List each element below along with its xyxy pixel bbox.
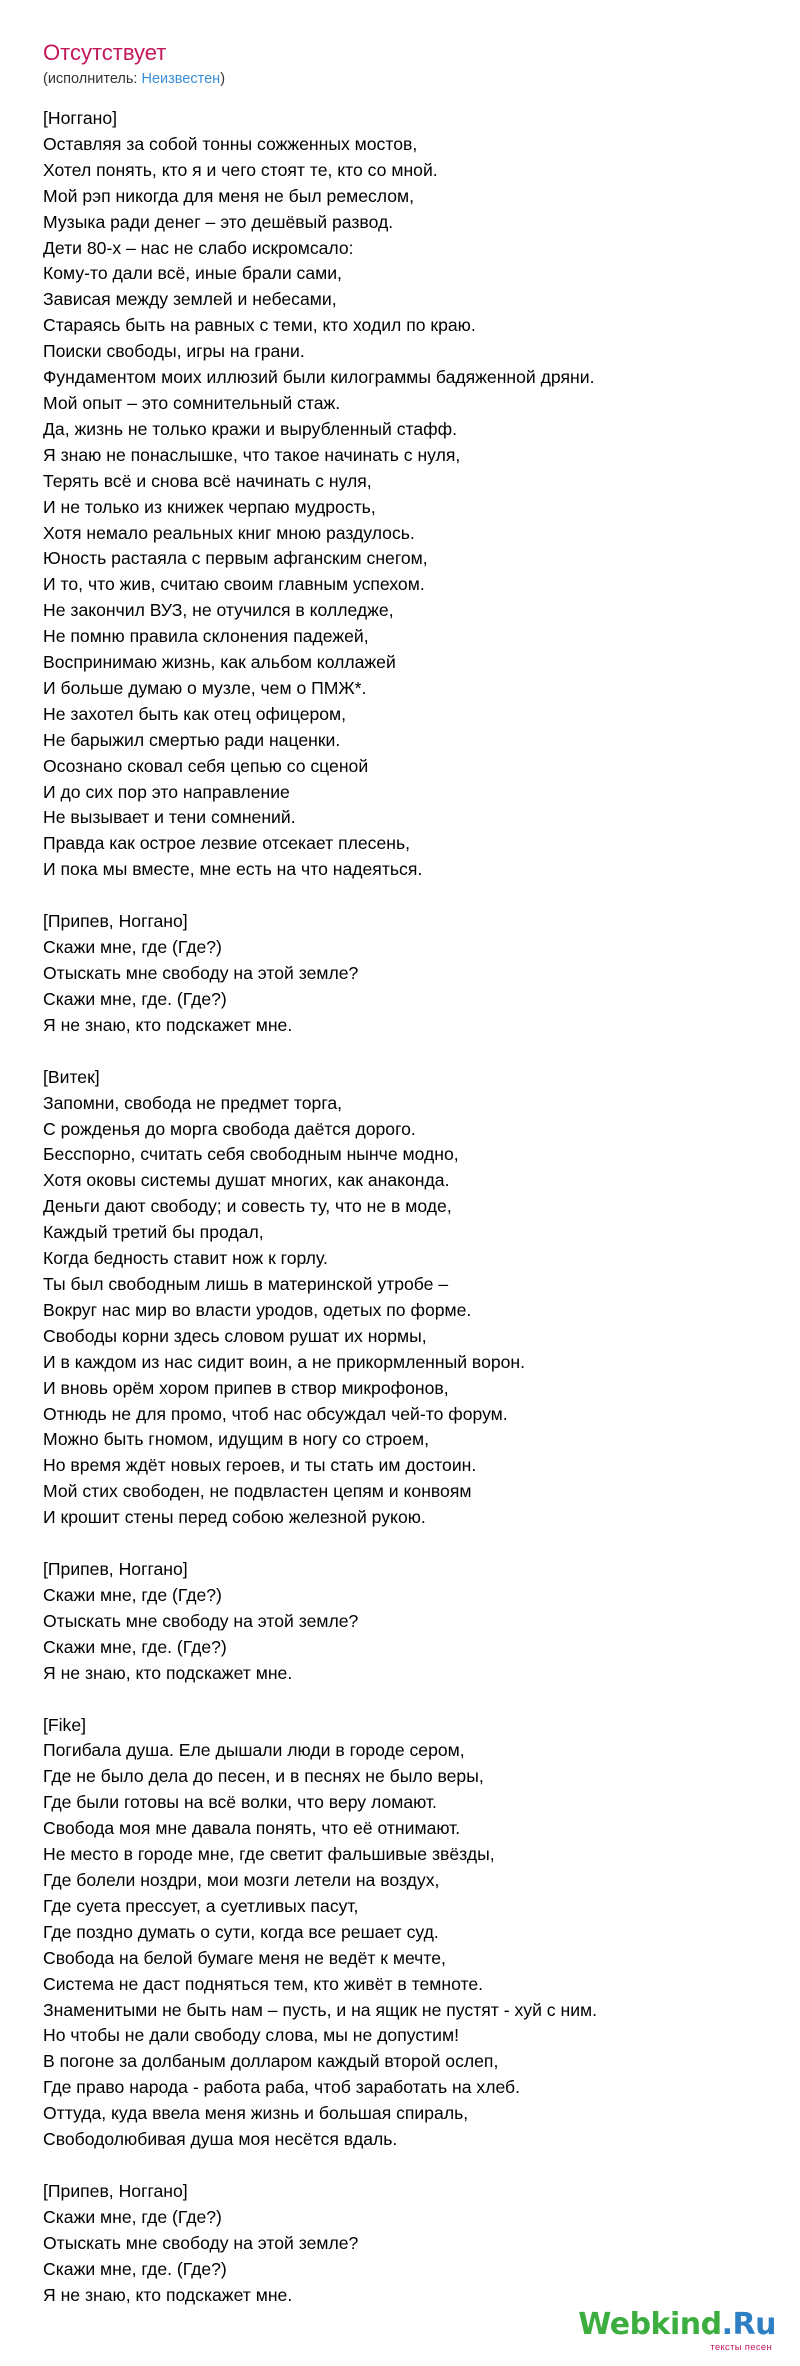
verse-header: [Fike] [43,1714,87,1735]
lyric-line: И до сих пор это направление [43,781,290,802]
lyric-line: Я не знаю, кто подскажет мне. [43,1014,293,1035]
lyric-line: Не помню правила склонения падежей, [43,626,369,647]
lyric-line: Да, жизнь не только кражи и вырубленный стафф. [43,418,458,439]
lyric-line: Можно быть гномом, идущим в ногу со строем, [43,1429,429,1450]
lyric-line: Где право народа - работа раба, чтоб заработать на хлеб. [43,2077,521,2098]
lyric-line: Не закончил ВУЗ, не отучился в колледже, [43,600,394,621]
lyric-line: Ты был свободным лишь в материнской утробе – [43,1273,449,1294]
lyric-line: И то, что жив, считаю своим главным успехом. [43,574,425,595]
lyric-line: Оставляя за собой тонны сожженных мостов, [43,133,418,154]
verse-header: [Припев, Ноггано] [43,911,188,932]
lyric-line: Отыскать мне свободу на этой земле? [43,963,359,983]
lyric-line: Система не даст подняться тем, кто живёт в темноте. [43,1973,484,1994]
lyric-line: Терять всё и снова всё начинать с нуля, [43,470,372,491]
artist-link[interactable]: Неизвестен [141,71,221,87]
watermark-logo [578,2308,776,2342]
verse [43,1713,763,2153]
watermark-brand: Webkind [578,2307,722,2342]
lyric-line: Когда бедность ставит нож к горлу. [43,1248,328,1269]
lyric-line: И пока мы вместе, мне есть на что надеяться. [43,859,423,880]
lyric-line: Где были готовы на всё волки, что веру ломают. [43,1792,437,1813]
verse-header: [Припев, Ноггано] [43,1559,188,1580]
lyric-line: Стараясь быть на равных с теми, кто ходил по краю. [43,315,476,336]
watermark-tagline: тексты песен [710,2342,772,2353]
watermark-domain: .Ru [721,2307,776,2342]
lyrics-text [43,106,763,2309]
lyric-line: Зависая между землей и небесами, [43,289,337,310]
lyric-line: Но чтобы не дали свободу слова, мы не допустим! [43,2025,459,2046]
lyric-line: Не место в городе мне, где светит фальшивые звёзды, [43,1844,495,1865]
lyric-line: Скажи мне, где. (Где?) [43,988,227,1009]
lyric-line: Отыскать мне свободу на этой земле? [43,2232,359,2253]
verse [43,1065,763,1531]
lyric-line: Отыскать мне свободу на этой земле? [43,1610,359,1631]
lyric-line: Скажи мне, где. (Где?) [43,2258,227,2279]
verse [43,909,763,1039]
lyric-line: Скажи мне, где (Где?) [43,937,222,958]
lyric-line: Скажи мне, где. (Где?) [43,1636,227,1657]
verse-header: [Витек] [43,1066,100,1087]
lyric-line: И в каждом из нас сидит воин, а не прикормленный ворон. [43,1351,526,1372]
lyric-line: Мой рэп никогда для меня не был ремеслом, [43,185,415,206]
lyric-line: Каждый третий бы продал, [43,1222,264,1243]
lyric-line: Я знаю не понаслышке, что такое начинать с нуля, [43,444,461,465]
lyric-line: Юность растаяла с первым афганским снегом, [43,548,428,569]
lyric-line: Воспринимаю жизнь, как альбом коллажей [43,652,396,673]
lyric-line: Где поздно думать о сути, когда все решает суд. [43,1921,439,1942]
lyric-line: Я не знаю, кто подскажет мне. [43,1662,293,1683]
lyric-line: С рожденья до морга свобода даётся дорого. [43,1118,416,1139]
song-title: Отсутствует [43,40,167,65]
lyric-line: И больше думаю о музле, чем о ПМЖ*. [43,677,367,698]
lyric-line: Осознано сковал себя цепью со сценой [43,755,369,776]
lyric-line: Оттуда, куда ввела меня жизнь и большая спираль, [43,2103,469,2124]
lyric-line: Но время ждёт новых героев, и ты стать им достоин. [43,1455,477,1476]
lyric-line: Дети 80-х – нас не слабо искромсало: [43,237,354,258]
lyric-line: Кому-то дали всё, иные брали сами, [43,263,342,284]
artist-line [43,70,763,88]
lyric-line: Не вызывает и тени сомнений. [43,807,296,828]
lyric-line: Свобода моя мне давала понять, что её отнимают. [43,1818,461,1839]
lyric-line: Скажи мне, где (Где?) [43,2206,222,2227]
verse-header: [Ноггано] [43,108,118,128]
artist-suffix: ) [220,71,226,87]
verse [43,106,763,883]
verse [43,1557,763,1687]
lyric-line: Деньги дают свободу; и совесть ту, что не в моде, [43,1196,452,1217]
lyric-line: Свобода на белой бумаге меня не ведёт к мечте, [43,1947,446,1968]
lyric-line: Хотя оковы системы душат многих, как анаконда. [43,1170,450,1191]
lyric-line: Хотел понять, кто я и чего стоят те, кто со мной. [43,159,438,180]
lyric-line: Знаменитыми не быть нам – пусть, и на ящик не пустят - хуй с ним. [43,1999,598,2020]
lyric-line: Скажи мне, где (Где?) [43,1584,222,1605]
lyric-line: Свободы корни здесь словом рушат их нормы, [43,1325,427,1346]
lyric-line: Запомни, свобода не предмет торга, [43,1092,343,1113]
lyric-line: Я не знаю, кто подскажет мне. [43,2284,293,2305]
lyric-line: Вокруг нас мир во власти уродов, одетых по форме. [43,1299,472,1320]
verse-header: [Припев, Ноггано] [43,2180,188,2201]
lyric-line: Не захотел быть как отец офицером, [43,703,347,724]
lyric-line: Хотя немало реальных книг мною раздулось. [43,522,415,543]
lyric-line: Отнюдь не для промо, чтоб нас обсуждал чей-то форум. [43,1403,508,1424]
lyric-line: И вновь орём хором припев в створ микрофонов, [43,1377,449,1398]
site-watermark [578,2307,776,2353]
lyric-line: Не барыжил смертью ради наценки. [43,729,341,750]
lyric-line: Где суета прессует, а суетливых пасут, [43,1895,359,1916]
lyric-line: Свободолюбивая душа моя несётся вдаль. [43,2129,398,2150]
lyric-line: Бесспорно, считать себя свободным нынче модно, [43,1144,459,1165]
lyric-line: Где не было дела до песен, и в песнях не было веры, [43,1766,484,1787]
lyric-line: И крошит стены перед собою железной рукою. [43,1507,426,1528]
lyric-line: Мой опыт – это сомнительный стаж. [43,392,341,413]
lyric-line: Мой стих свободен, не подвластен цепям и конвоям [43,1481,472,1502]
lyric-line: Погибала душа. Еле дышали люди в городе сером, [43,1740,465,1761]
lyrics-page [43,40,763,2335]
lyric-line: Правда как острое лезвие отсекает плесень, [43,833,411,854]
lyric-line: Музыка ради денег – это дешёвый развод. [43,211,394,232]
verse [43,2179,763,2309]
lyric-line: В погоне за долбаным долларом каждый второй ослеп, [43,2051,499,2072]
artist-prefix: (исполнитель: [43,71,142,87]
lyric-line: Где болели ноздри, мои мозги летели на воздух, [43,1870,440,1890]
lyric-line: И не только из книжек черпаю мудрость, [43,496,376,517]
lyric-line: Фундаментом моих иллюзий были килограммы бадяженной дряни. [43,367,595,388]
lyric-line: Поиски свободы, игры на грани. [43,341,305,362]
